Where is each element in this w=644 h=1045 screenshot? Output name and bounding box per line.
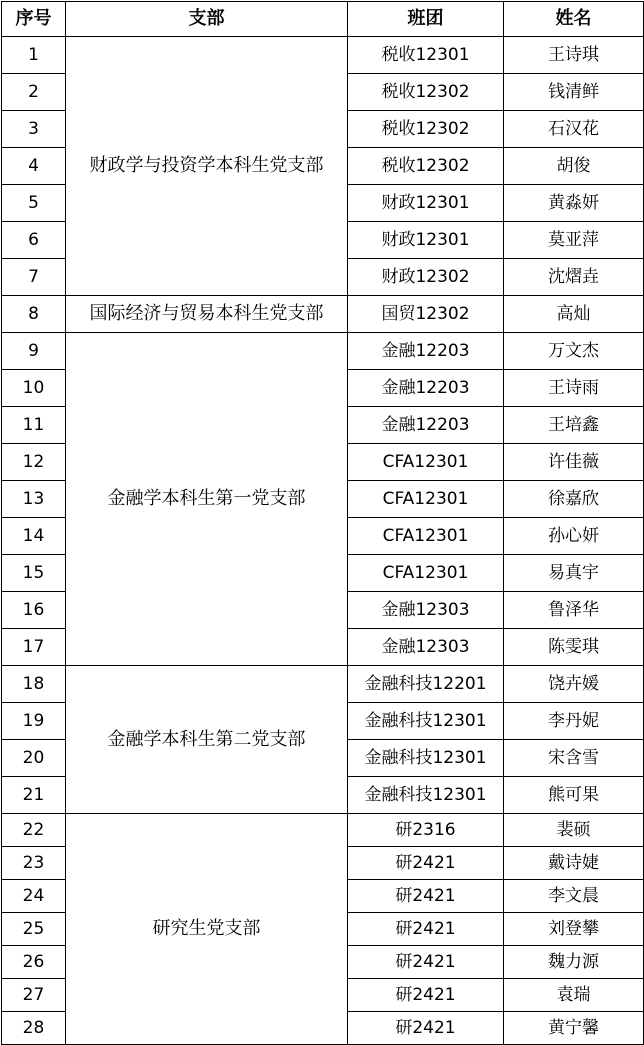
table-row <box>2 37 644 74</box>
name-cell: 万文杰 <box>504 333 644 370</box>
serial-cell: 20 <box>2 740 66 777</box>
serial-cell: 14 <box>2 518 66 555</box>
name-cell: 魏力源 <box>504 946 644 979</box>
name-cell: 饶卉媛 <box>504 666 644 703</box>
serial-cell: 26 <box>2 946 66 979</box>
class-cell: 财政12301 <box>348 185 504 222</box>
serial-cell: 4 <box>2 148 66 185</box>
class-cell: 研2421 <box>348 880 504 913</box>
class-cell: 研2421 <box>348 847 504 880</box>
name-cell: 钱清鲜 <box>504 74 644 111</box>
class-cell: 金融12203 <box>348 407 504 444</box>
serial-cell: 13 <box>2 481 66 518</box>
class-cell: 研2421 <box>348 979 504 1012</box>
name-cell: 石汉花 <box>504 111 644 148</box>
serial-cell: 12 <box>2 444 66 481</box>
name-cell: 王诗琪 <box>504 37 644 74</box>
serial-cell: 19 <box>2 703 66 740</box>
serial-cell: 2 <box>2 74 66 111</box>
serial-cell: 21 <box>2 777 66 814</box>
party-member-table <box>1 1 644 1045</box>
branch-cell: 研究生党支部 <box>66 814 348 1045</box>
class-cell: CFA12301 <box>348 481 504 518</box>
name-cell: 刘登攀 <box>504 913 644 946</box>
branch-cell: 国际经济与贸易本科生党支部 <box>66 296 348 333</box>
name-cell: 莫亚萍 <box>504 222 644 259</box>
class-cell: CFA12301 <box>348 444 504 481</box>
class-cell: 金融12203 <box>348 370 504 407</box>
class-cell: 财政12301 <box>348 222 504 259</box>
class-cell: 金融12303 <box>348 629 504 666</box>
class-cell: 研2421 <box>348 1012 504 1045</box>
class-cell: 研2421 <box>348 913 504 946</box>
serial-cell: 1 <box>2 37 66 74</box>
name-cell: 李丹妮 <box>504 703 644 740</box>
table-row <box>2 814 644 847</box>
class-cell: 金融12303 <box>348 592 504 629</box>
name-cell: 戴诗婕 <box>504 847 644 880</box>
class-cell: CFA12301 <box>348 555 504 592</box>
header-branch: 支部 <box>66 2 348 37</box>
name-cell: 裴硕 <box>504 814 644 847</box>
name-cell: 陈雯琪 <box>504 629 644 666</box>
class-cell: 国贸12302 <box>348 296 504 333</box>
header-name: 姓名 <box>504 2 644 37</box>
class-cell: 税收12302 <box>348 74 504 111</box>
class-cell: 研2316 <box>348 814 504 847</box>
class-cell: 金融12203 <box>348 333 504 370</box>
serial-cell: 10 <box>2 370 66 407</box>
serial-cell: 5 <box>2 185 66 222</box>
name-cell: 孙心妍 <box>504 518 644 555</box>
table-row <box>2 666 644 703</box>
class-cell: 税收12302 <box>348 111 504 148</box>
class-cell: 金融科技12201 <box>348 666 504 703</box>
name-cell: 宋含雪 <box>504 740 644 777</box>
header-serial: 序号 <box>2 2 66 37</box>
branch-cell: 财政学与投资学本科生党支部 <box>66 37 348 296</box>
name-cell: 李文晨 <box>504 880 644 913</box>
serial-cell: 8 <box>2 296 66 333</box>
name-cell: 王培鑫 <box>504 407 644 444</box>
class-cell: 税收12301 <box>348 37 504 74</box>
class-cell: 金融科技12301 <box>348 740 504 777</box>
branch-cell: 金融学本科生第一党支部 <box>66 333 348 666</box>
name-cell: 袁瑞 <box>504 979 644 1012</box>
class-cell: 税收12302 <box>348 148 504 185</box>
class-cell: CFA12301 <box>348 518 504 555</box>
serial-cell: 16 <box>2 592 66 629</box>
table-row <box>2 296 644 333</box>
class-cell: 金融科技12301 <box>348 777 504 814</box>
name-cell: 熊可果 <box>504 777 644 814</box>
serial-cell: 6 <box>2 222 66 259</box>
name-cell: 黄宁馨 <box>504 1012 644 1045</box>
header-row <box>2 2 644 37</box>
name-cell: 王诗雨 <box>504 370 644 407</box>
serial-cell: 22 <box>2 814 66 847</box>
header-class: 班团 <box>348 2 504 37</box>
branch-cell: 金融学本科生第二党支部 <box>66 666 348 814</box>
serial-cell: 3 <box>2 111 66 148</box>
name-cell: 沈熠垚 <box>504 259 644 296</box>
name-cell: 黄淼妍 <box>504 185 644 222</box>
serial-cell: 25 <box>2 913 66 946</box>
serial-cell: 18 <box>2 666 66 703</box>
serial-cell: 27 <box>2 979 66 1012</box>
serial-cell: 17 <box>2 629 66 666</box>
name-cell: 胡俊 <box>504 148 644 185</box>
class-cell: 金融科技12301 <box>348 703 504 740</box>
serial-cell: 28 <box>2 1012 66 1045</box>
serial-cell: 7 <box>2 259 66 296</box>
serial-cell: 11 <box>2 407 66 444</box>
class-cell: 财政12302 <box>348 259 504 296</box>
name-cell: 易真宇 <box>504 555 644 592</box>
class-cell: 研2421 <box>348 946 504 979</box>
name-cell: 徐嘉欣 <box>504 481 644 518</box>
serial-cell: 9 <box>2 333 66 370</box>
table-row <box>2 333 644 370</box>
name-cell: 许佳薇 <box>504 444 644 481</box>
serial-cell: 15 <box>2 555 66 592</box>
name-cell: 高灿 <box>504 296 644 333</box>
serial-cell: 24 <box>2 880 66 913</box>
serial-cell: 23 <box>2 847 66 880</box>
name-cell: 鲁泽华 <box>504 592 644 629</box>
